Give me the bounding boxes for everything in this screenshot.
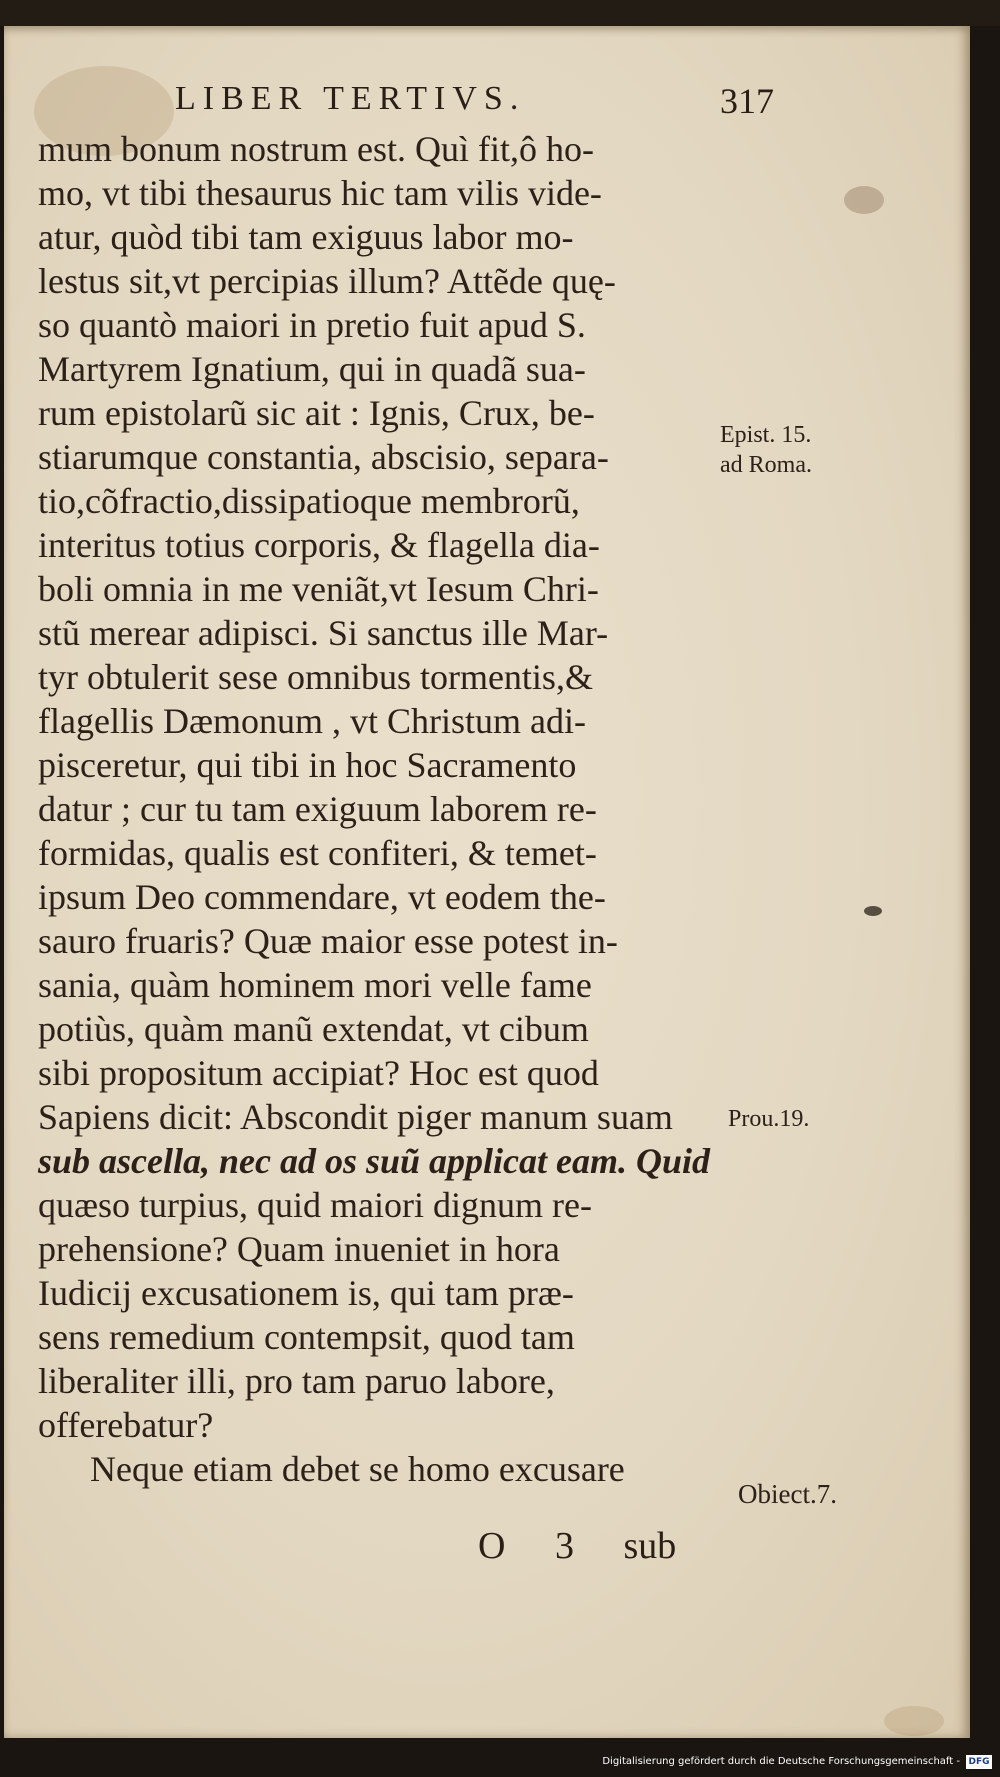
text-line: Martyrem Ignatium, qui in quadã sua- bbox=[38, 349, 586, 389]
text-line: ipsum Deo commendare, vt eodem the- bbox=[38, 877, 606, 917]
text-line: rum epistolarũ sic ait : Ignis, Crux, be- bbox=[38, 393, 595, 433]
marginal-note-proverbs: Prou.19. bbox=[728, 1106, 810, 1132]
text-line: quæso turpius, quid maiori dignum re- bbox=[38, 1185, 592, 1225]
marginal-note-epistle bbox=[720, 420, 812, 480]
page-number: 317 bbox=[720, 81, 774, 121]
text-line: prehensione? Quam inueniet in hora bbox=[38, 1229, 560, 1269]
text-line: so quantò maiori in pretio fuit apud S. bbox=[38, 305, 586, 345]
text-line: sens remedium contempsit, quod tam bbox=[38, 1317, 575, 1357]
paper-stain bbox=[884, 1706, 944, 1736]
text-line: mum bonum nostrum est. Quì fit,ô ho- bbox=[38, 129, 594, 169]
scan-footer bbox=[0, 1738, 1000, 1777]
marginal-note-objection: Obiect.7. bbox=[738, 1479, 837, 1509]
text-line: atur, quòd tibi tam exiguus labor mo- bbox=[38, 217, 574, 257]
scan-top-edge bbox=[0, 0, 1000, 26]
text-line: potiùs, quàm manũ extendat, vt cibum bbox=[38, 1009, 589, 1049]
text-line: sibi propositum accipiat? Hoc est quod bbox=[38, 1053, 599, 1093]
text-line: formidas, qualis est confiteri, & temet- bbox=[38, 833, 597, 873]
text-line: Iudicij excusationem is, qui tam præ- bbox=[38, 1273, 574, 1313]
text-line: sania, quàm hominem mori velle fame bbox=[38, 965, 592, 1005]
text-line: pisceretur, qui tibi in hoc Sacramento bbox=[38, 745, 577, 785]
text-line: boli omnia in me veniãt,vt Iesum Chri- bbox=[38, 569, 599, 609]
text-line: stiarumque constantia, abscisio, separa- bbox=[38, 437, 609, 477]
funding-notice: Digitalisierung gefördert durch die Deutsche Forschungsgemeinschaft - bbox=[602, 1756, 960, 1767]
text-line-paragraph-start: Neque etiam debet se homo excusare bbox=[90, 1449, 625, 1489]
text-line-quotation: sub ascella, nec ad os suũ applicat eam. Quid bbox=[38, 1141, 711, 1181]
text-line: tio,cõfractio,dissipatioque membrorũ, bbox=[38, 481, 580, 521]
text-line: liberaliter illi, pro tam paruo labore, bbox=[38, 1361, 555, 1401]
text-line: mo, vt tibi thesaurus hic tam vilis vide- bbox=[38, 173, 602, 213]
text-line: interitus totius corporis, & flagella dia- bbox=[38, 525, 600, 565]
running-head: LIBER TERTIVS. bbox=[175, 80, 526, 117]
text-line: offerebatur? bbox=[38, 1405, 214, 1445]
body-text bbox=[38, 127, 738, 1491]
text-line: flagellis Dæmonum , vt Christum adi- bbox=[38, 701, 586, 741]
text-line: Sapiens dicit: Abscondit piger manum suam bbox=[38, 1097, 673, 1137]
text-line: tyr obtulerit sese omnibus tormentis,& bbox=[38, 657, 593, 697]
paper-stain bbox=[844, 186, 884, 214]
dfg-logo: DFG bbox=[966, 1755, 992, 1769]
marginal-note-line: ad Roma. bbox=[720, 452, 812, 478]
text-line: datur ; cur tu tam exiguum laborem re- bbox=[38, 789, 597, 829]
ink-blot bbox=[864, 906, 882, 916]
marginal-note-line: Epist. 15. bbox=[720, 422, 812, 448]
signature-catchword: O 3 sub bbox=[478, 1525, 677, 1567]
text-line: sauro fruaris? Quæ maior esse potest in- bbox=[38, 921, 618, 961]
text-line: lestus sit,vt percipias illum? Attẽde quę- bbox=[38, 261, 616, 301]
text-line: stũ merear adipisci. Si sanctus ille Mar- bbox=[38, 613, 609, 653]
